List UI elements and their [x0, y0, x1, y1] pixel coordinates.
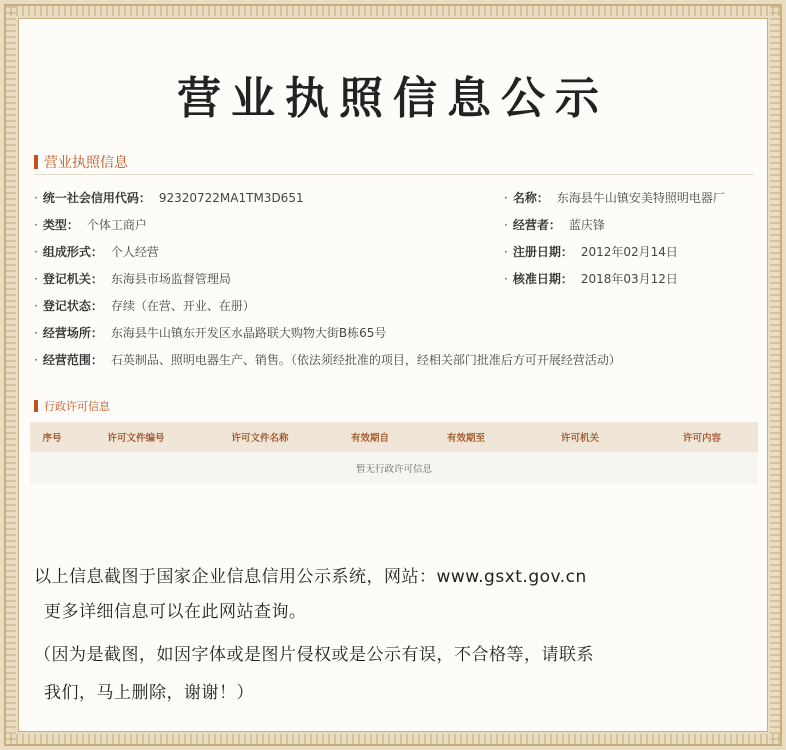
- field-value: 石英制品、照明电器生产、销售。（依法须经批准的项目，经相关部门批准后方可开展经营活动）: [110, 353, 621, 367]
- bullet: ·: [34, 353, 38, 367]
- permit-heading-label: 行政许可信息: [44, 400, 110, 413]
- bullet: ·: [34, 299, 38, 313]
- license-section-heading: [34, 152, 128, 172]
- field-label: 登记状态：: [42, 299, 103, 313]
- note-line-4: 我们，马上删除，谢谢！）: [44, 683, 254, 703]
- field-approval-date: [504, 270, 678, 287]
- permit-table: [30, 422, 758, 484]
- permit-table-empty-row: 暂无行政许可信息: [30, 452, 758, 484]
- bullet: ·: [34, 272, 38, 286]
- section-marker: [34, 400, 38, 412]
- column-header: 许可文件编号: [107, 433, 165, 444]
- field-label: 经营场所：: [42, 326, 103, 340]
- column-header: 许可机关: [560, 433, 599, 444]
- note-line-2: 更多详细信息可以在此网站查询。: [44, 602, 307, 622]
- bullet: ·: [34, 191, 38, 205]
- permit-table-header: [30, 422, 758, 452]
- section-marker: [34, 155, 38, 169]
- field-value: 2012年02月14日: [580, 245, 678, 259]
- field-name: [504, 189, 725, 206]
- bullet: ·: [504, 191, 508, 205]
- field-value: 个人经营: [110, 245, 159, 259]
- note-line-3: （因为是截图，如因字体或是图片侵权或是公示有误，不合格等，请联系: [34, 645, 594, 665]
- field-type: [34, 216, 147, 233]
- field-value: 东海县牛山镇安美特照明电器厂: [556, 191, 725, 205]
- field-value: 92320722MA1TM3D651: [158, 191, 304, 205]
- field-label: 登记机关：: [42, 272, 103, 286]
- column-header: 序号: [42, 433, 62, 444]
- field-label: 类型：: [42, 218, 79, 232]
- field-status: [34, 297, 255, 314]
- field-value: 存续（在营、开业、在册）: [110, 299, 255, 313]
- column-header: 许可内容: [682, 433, 721, 444]
- field-value: 东海县牛山镇东开发区水晶路联大购物大街B栋65号: [110, 326, 387, 340]
- permit-section-heading: [34, 398, 110, 414]
- field-label: 经营者：: [512, 218, 561, 232]
- field-label: 经营范围：: [42, 353, 103, 367]
- field-registration-date: [504, 243, 678, 260]
- field-value: 蓝庆锋: [568, 218, 605, 232]
- field-scope: [34, 351, 621, 368]
- field-value: 东海县市场监督管理局: [110, 272, 231, 286]
- bullet: ·: [34, 326, 38, 340]
- column-header: 有效期自: [350, 433, 389, 444]
- bullet: ·: [504, 245, 508, 259]
- license-heading-label: 营业执照信息: [44, 155, 128, 171]
- field-label: 名称：: [512, 191, 549, 205]
- column-header: 许可文件名称: [231, 433, 289, 444]
- field-label: 注册日期：: [512, 245, 573, 259]
- field-operator: [504, 216, 605, 233]
- field-label: 组成形式：: [42, 245, 103, 259]
- field-form: [34, 243, 159, 260]
- field-address: [34, 324, 386, 341]
- field-value: 2018年03月12日: [580, 272, 678, 286]
- bullet: ·: [504, 218, 508, 232]
- bullet: ·: [34, 245, 38, 259]
- bullet: ·: [34, 218, 38, 232]
- field-label: 统一社会信用代码：: [42, 191, 151, 205]
- column-header: 有效期至: [446, 433, 485, 444]
- bullet: ·: [504, 272, 508, 286]
- field-value: 个体工商户: [86, 218, 147, 232]
- border-pattern-bottom: [4, 734, 782, 746]
- field-credit-code: [34, 189, 304, 206]
- field-authority: [34, 270, 231, 287]
- section-divider: [34, 174, 754, 175]
- border-pattern-top: [4, 4, 782, 16]
- note-line-1: 以上信息截图于国家企业信息信用公示系统，网站：www.gsxt.gov.cn: [34, 567, 587, 587]
- page-title: 营业执照信息公示: [177, 73, 609, 124]
- field-label: 核准日期：: [512, 272, 573, 286]
